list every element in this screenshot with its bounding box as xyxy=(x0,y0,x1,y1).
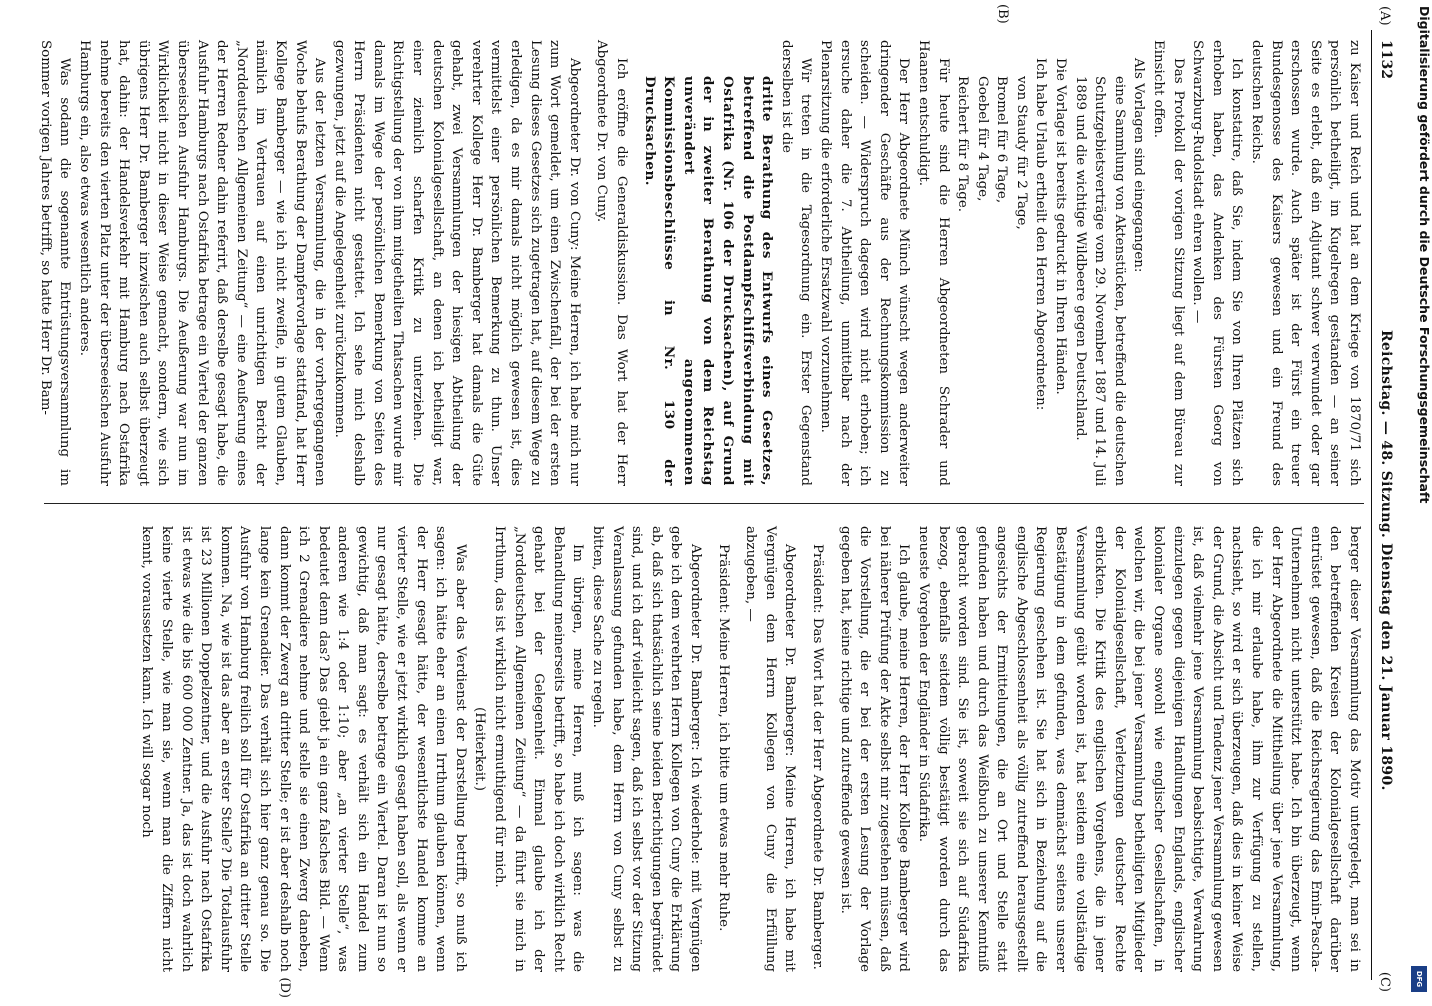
speech-paragraph: Was aber das Verdienst der Darstellung betrifft, so muß ich sagen: ich hätte eher an einen Irrthum glauben können, wenn der Herr gesagt hätte, der wesentlichste Handel komme an vierter Stelle, wie er jetzt wirklich gesagt haben soll, als wenn er nur gesagt hätte, derselbe betrage ein Viertel. Daran ist nun so gewichtig, daß man sagt: es verhält sich ein Handel zum anderen wie 1:4 oder 1:10; aber „an vierter Stelle“, was bedeutet denn das? Das giebt ja ein ganz falsches Bild. — Wenn ich 2 Grenadiere nehme und stelle sie einen Zwerg daneben, dann kommt der Zwerg an dritter Stelle; er ist aber deshalb noch lange kein Grenadier. Das verhält sich hier ganz genau so. Die Ausfuhr von Hamburg freilich soll für Ostafrika an dritter Stelle kommen. Na, wie ist das aber an erster Stelle? Die Totalausfuhr ist 23 Millionen Doppelzentner, und die Ausfuhr nach Ostafrika ist etwas wie die bis 600 000 Zentner. Ja, das ist doch wahrlich keine vierte Stelle, wie man sie, wenn man die Ziffern nicht kennt, voraussetzen kann. Ich will sogar noch xyxy=(139,526,468,972)
right-text-column xyxy=(44,526,1364,972)
page-number: 1132 xyxy=(1378,40,1394,79)
paragraph: zu Kaiser und Reich und hat an dem Kriege von 1870/71 sich persönlich betheiligt, im Kugelregen gestanden — an seiner Seite es erlebt, daß ein Adjutant schwer verwundet oder gar erschossen wurde. Auch später ist der Fürst ein treuer Bundesgenosse des Kaisers gewesen und ein Freund des deutschen Reichs. xyxy=(1249,40,1362,486)
digitization-footer xyxy=(1406,0,1432,1000)
list-item: von Staudy für 2 Tage, xyxy=(1013,76,1029,230)
list-item: Reichert für 8 Tage. xyxy=(955,76,971,213)
interjection: (Heiterkeit.) xyxy=(472,707,488,791)
paragraph: Für heute sind die Herren Abgeordneten Schrader und Haanen entschuldigt. xyxy=(915,40,951,486)
page-title: Reichstag. — 48. Sitzung. Dienstag den 21. Januar 1890. xyxy=(1378,330,1394,791)
list-item: Goebel für 4 Tage, xyxy=(974,76,990,202)
speech-paragraph: Abgeordneter Dr. Bamberger: Ich wiederhole: mit Vergnügen gebe ich dem verehrten Herrn Kollegen von Cuny die Erklärung ab, daß sich thatsächlich seine beiden Berichtigungen begründet sind, und ich darf vielleicht sagen, daß ich selbst vor der Sitzung Veranlassung gefunden habe, dem Herrn von Cuny selbst zu bitten, diese Sache zu regeln. xyxy=(590,526,703,972)
list-item: Bromel für 6 Tage, xyxy=(994,76,1010,204)
speech-paragraph: Aus der letzten Versammlung, die in der vorhergegangenen Woche behufs Berathung der Dampfervorlage stattfand, hat Herr Kollege Bamberger — wie ich nicht zweifle, in gutem Glauben, nämlich im Vertrauen auf einen unrichtigen Bericht der „Norddeutschen Allgemeinen Zeitung“ — eine Aeußerung eines der Herren Redner dahin referirt, daß derselbe gesagt habe, die Ausfuhr Hamburgs nach Ostafrika betrage ein Viertel der ganzen überseeischen Ausfuhr Hamburgs. Die Aeußerung war nun im Wirklichkeit nicht in dieser Weise gemacht, sondern, wie sich übrigens Herr Dr. Bamberger inzwischen auch selbst überzeugt hat, dahin: der Handelsverkehr mit Hamburg nach Ostafrika nehme bereits den vierten Platz unter der überseeischen Ausfuhr Hamburgs ein, also etwas wesentlich anderes. xyxy=(77,40,328,486)
paragraph: Der Herr Abgeordnete Münch wünscht wegen anderweiter dringender Geschäfte aus der Rechnungskommission zu scheiden. — Widerspruch dagegen wird nicht erhoben; ich ersuche daher die 7. Abtheilung, unmittelbar nach der Plenarsitzung die erforderliche Ersatzwahl vorzunehmen. xyxy=(817,40,912,486)
paragraph: Das Protokoll der vorigen Sitzung liegt auf dem Büreau zur Einsicht offen. xyxy=(1151,40,1186,486)
speech-paragraph: Abgeordneter Dr. von Cuny: Meine Herren, ich habe mich nur zum Wort gemeldet, um einen Zwischenfall, der bei der ersten Lesung dieses Gesetzes sich zugetragen hat, auf diesem Wege zu erledigen, da es mir damals nicht möglich gewesen ist, dies vermittelst einer persönlichen Bemerkung zu thun. Unser verehrter Kollege Herr Dr. Bamberger hat damals die Güte gehabt, zwei Versammlungen der hiesigen Abtheilung der deutschen Kolonialgesellschaft, an denen ich betheiligt war, einer ziemlich scharfen Kritik zu unterziehen. Die Richtigstellung der von ihm mitgetheilten Thatsachen wurde mir damals im Wege der persönlichen Bemerkung von Seiten des Herrn Präsidenten nicht gestattet. Ich sehe mich deshalb gezwungen, jetzt auf die Angelegenheit zurückzukommen. xyxy=(331,40,582,486)
president-remark: Präsident: Das Wort hat der Herr Abgeordnete Dr. Bamberger. xyxy=(809,544,825,970)
paragraph: Als Vorlagen sind eingegangen: xyxy=(1131,58,1147,273)
column-marker-b: (B) xyxy=(995,4,1010,24)
column-divider xyxy=(44,503,1364,504)
dfg-logo-icon xyxy=(1411,966,1427,992)
president-remark: Präsident: Meine Herren, ich bitte um etwas mehr Ruhe. xyxy=(715,544,731,932)
paragraph: Die Vorlage ist bereits gedruckt in Ihren Händen. xyxy=(1053,58,1069,395)
header-rule xyxy=(1371,30,1372,980)
running-header xyxy=(1370,0,1394,1000)
dfg-logo-text: DFG xyxy=(1415,970,1423,988)
speech-paragraph: Ich glaube, meine Herren, der Herr Kollege Bamberger wird bei näherer Prüfung der Akte selbst mir zugestehen müssen, daß die Vorstellung, die er bei der ersten Lesung der Vorlage gegeben hat, keine richtige und zutreffende gewesen ist. xyxy=(837,526,912,972)
funding-credit: Digitalisierung gefördert durch die Deutsche Forschungsgemeinschaft xyxy=(1417,6,1432,504)
speech-paragraph: Abgeordneter Dr. Bamberger: Meine Herren, ich habe mit Vergnügen dem Herrn Kollegen von Cuny die Erfüllung abzugeben, — xyxy=(743,526,798,972)
column-marker-d: (D) xyxy=(277,977,292,998)
paragraph: Ich konstatire, daß Sie, indem Sie von Ihren Plätzen sich erhoben haben, das Andenken des Fürsten Georg von Schwarzburg-Rudolstadt ehren wollen. — xyxy=(1190,40,1245,486)
speech-paragraph: Im übrigen, meine Herren, muß ich sagen: was die Behandlung meinerseits betrifft, so habe ich doch wirklich Recht gehabt bei der Gelegenheit. Einmal glaube ich der „Norddeutschen Allgemeinen Zeitung“ — da führt sie mich in Irrthum, das ist wirklich nicht ermuthigend für mich. xyxy=(492,526,586,972)
paragraph: Wir treten in die Tagesordnung ein. Erster Gegenstand derselben ist die xyxy=(778,40,814,486)
speech-paragraph: Was sodann die sogenannte Entrüstungsversammlung im Sommer vorigen Jahres betrifft, so hatte Herr Dr. Bam- xyxy=(37,40,73,486)
agenda-item: dritte Berathung des Entwurfs eines Gesetzes, betreffend die Postdampfschiffsverbindung mit Ostafrika (Nr. 106 der Drucksachen), auf Grund der in zweiter Berathung von dem Reichstag unverändert angenommenen Kommissionsbeschlüsse in Nr. 130 der Drucksachen. xyxy=(641,76,776,486)
paragraph: Ich habe Urlaub ertheilt den Herren Abgeordneten: xyxy=(1033,58,1049,411)
column-marker-a: (A) xyxy=(1377,6,1392,26)
list-item: eine Sammlung von Aktenstücken, betreffend die deutschen Schutzgebietsverträge vom 29. November 1887 und 14. Juli 1889 und die wichtige Wildbeere gegen Deutschland. xyxy=(1072,76,1127,486)
left-text-column xyxy=(37,40,1364,486)
speech-paragraph: berger dieser Versammlung das Motiv untergelegt, man sei in den betreffenden Kreisen der Kolonialgesellschaft darüber entrüstet gewesen, daß die Reichsregierung das Emin-Pascha-Unternehmen nicht unterstützt habe. Ich bin überzeugt, wenn der Herr Abgeordnete die Mittheilung über jene Versammlung, die ich mir erlaube habe, ihm zur Verfügung zu stellen, nachsieht, so wird er sich überzeugen, daß dies in keiner Weise der Grund, die Absicht und Tendenz jener Versammlung gewesen ist, daß vielmehr jene Versammlung beabsichtigte, Verwahrung einzulegen gegen diejenigen Handlungen Englands, englischer kolonialer Organe sowohl wie englischer Gesellschaften, in welchen wir, die bei jener Versammlung betheiligten Mitglieder der Kolonialgesellschaft, Verletzungen deutscher Rechte erblickten. Die Kritik des englischen Vorgehens, die in jener Versammlung geübt worden ist, hat seitdem eine vollständige Bestätigung in dem gefunden, was demnächst seitens unserer Regierung geschehen ist. Sie hat sich in Beziehung auf die englische Abgeschlossenheit als völlig zutreffend herausgestellt angesichts der Ermittelungen, die an Ort und Stelle statt gefunden haben und durch das Weißbuch zu unserer Kenntniß gebracht worden sind. Sie ist, soweit sie sich auf Südafrika bezog, ebenfalls seitdem völlig bestätigt worden durch das neueste Vorgehen der Engländer in Südafrika. xyxy=(915,526,1362,972)
paragraph: Ich eröffne die Generaldiskussion. Das Wort hat der Herr Abgeordnete Dr. von Cuny. xyxy=(594,40,630,486)
column-marker-c: (C) xyxy=(1377,971,1392,992)
